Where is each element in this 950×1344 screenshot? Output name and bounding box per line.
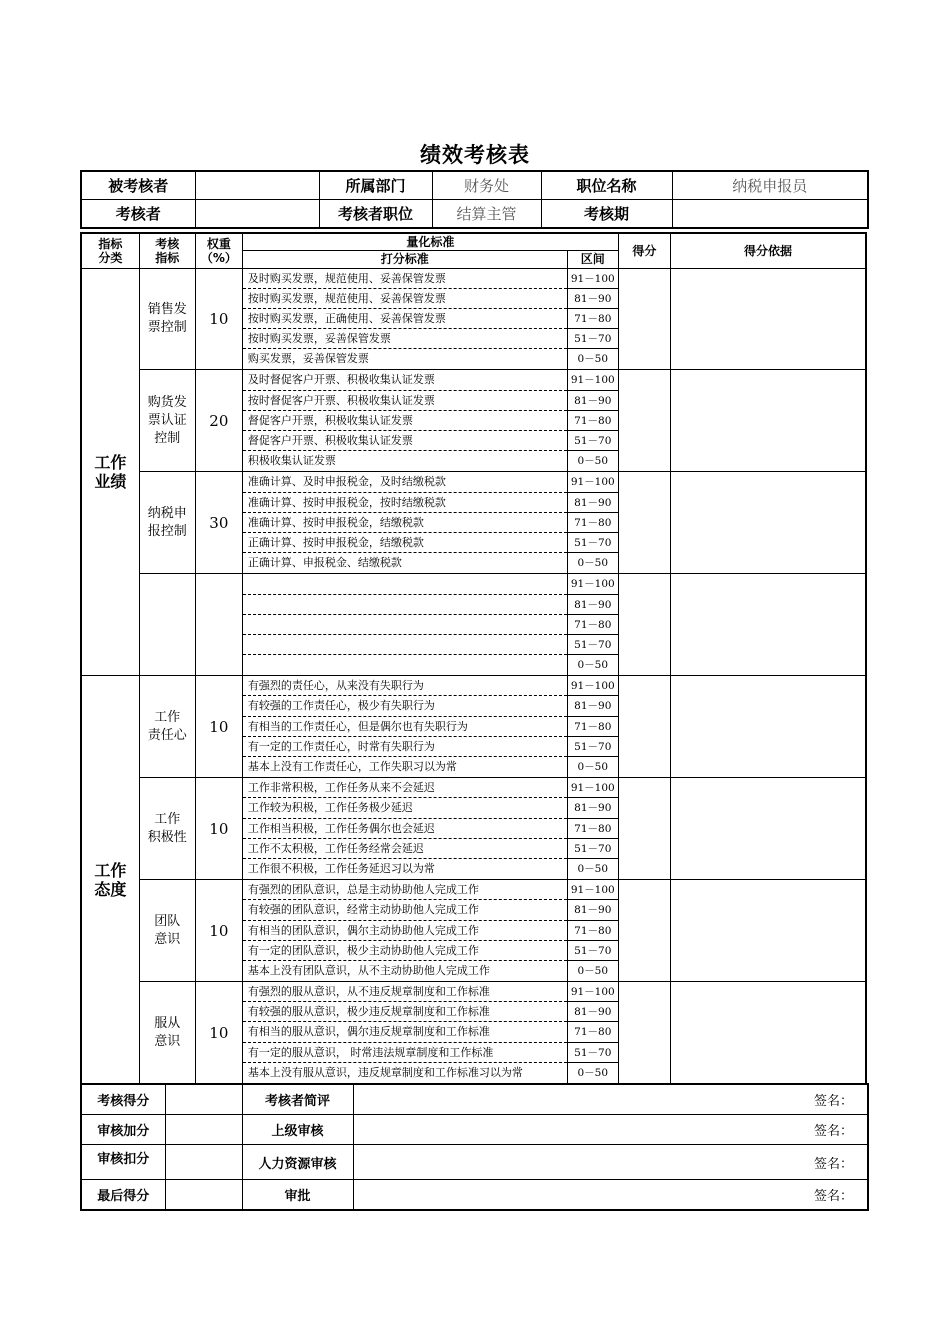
col-score: 得分	[618, 233, 670, 268]
col-range: 区间	[567, 250, 618, 268]
score-ranges	[567, 778, 618, 880]
standard-line: 有较强的工作责任心，极少有失职行为	[243, 696, 567, 716]
standard-line	[243, 615, 567, 635]
category-cell: 工作 态度	[81, 676, 139, 1084]
standard-line: 督促客户开票、积极收集认证发票	[243, 431, 567, 451]
range-line: 0－50	[577, 761, 609, 773]
standard-line: 工作很不积极，工作任务延迟习以为常	[247, 861, 435, 875]
examinee-value[interactable]	[195, 171, 319, 200]
category-cell: 工作 业绩	[81, 268, 139, 676]
signature-field[interactable]: 签名：	[353, 1115, 868, 1145]
range-line: 51－70	[568, 941, 618, 961]
final-score-value[interactable]	[165, 1180, 242, 1211]
standard-line: 工作较为积极，工作任务极少延迟	[243, 798, 567, 818]
position-label: 职位名称	[541, 171, 672, 200]
supervisor-review-label: 上级审核	[242, 1115, 353, 1145]
indicator-name: 工作 积极性	[139, 778, 195, 880]
basis-input[interactable]	[670, 676, 866, 778]
indicator-row	[81, 472, 866, 574]
scoring-standards	[242, 574, 567, 676]
score-ranges	[567, 472, 618, 574]
examiner-comment-label: 考核者简评	[242, 1084, 353, 1115]
indicator-name: 销售发 票控制	[139, 268, 195, 370]
score-input[interactable]	[618, 676, 670, 778]
indicator-row	[81, 982, 866, 1084]
score-input[interactable]	[618, 778, 670, 880]
footer-row	[81, 1145, 868, 1180]
range-line: 51－70	[568, 329, 618, 349]
department-value[interactable]: 财务处	[432, 171, 541, 200]
examiner-label: 考核者	[81, 200, 195, 229]
standard-line: 工作非常积极，工作任务从来不会延迟	[243, 778, 567, 798]
header-row	[81, 200, 868, 229]
indicator-row	[81, 370, 866, 472]
range-line: 51－70	[568, 533, 618, 553]
indicator-name: 团队 意识	[139, 880, 195, 982]
range-line: 51－70	[568, 635, 618, 655]
standard-line: 及时督促客户开票、积极收集认证发票	[243, 370, 567, 390]
standard-line	[243, 595, 567, 615]
range-line: 91－100	[568, 880, 618, 900]
weight-value	[195, 574, 242, 676]
range-line: 71－80	[568, 921, 618, 941]
col-weight: 权重 （%）	[195, 233, 242, 268]
range-line: 0－50	[577, 964, 609, 977]
range-line: 91－100	[568, 982, 618, 1002]
range-line: 91－100	[568, 370, 618, 390]
position-value[interactable]: 纳税申报员	[672, 171, 868, 200]
standard-line: 基本上没有工作责任心，工作失职习以为常	[247, 760, 457, 773]
weight-value: 10	[195, 880, 242, 982]
indicator-row	[81, 778, 866, 880]
page-title: 绩效考核表	[420, 143, 530, 167]
basis-input[interactable]	[670, 370, 866, 472]
range-line: 71－80	[568, 309, 618, 329]
indicator-row	[81, 676, 866, 778]
weight-value: 20	[195, 370, 242, 472]
footer-row	[81, 1180, 868, 1211]
range-line: 81－90	[568, 289, 618, 309]
scoring-standards	[242, 268, 567, 370]
basis-input[interactable]	[670, 472, 866, 574]
column-header-row	[81, 233, 866, 250]
range-line: 91－100	[568, 269, 618, 289]
range-line: 91－100	[568, 778, 618, 798]
range-line: 0－50	[577, 353, 609, 366]
standard-line: 有较强的团队意识，经常主动协助他人完成工作	[243, 900, 567, 920]
standard-line: 正确计算、申报税金、结缴税款	[247, 556, 402, 570]
range-line: 71－80	[568, 717, 618, 737]
range-line: 0－50	[577, 1066, 609, 1079]
indicator-name: 纳税申 报控制	[139, 472, 195, 574]
score-input[interactable]	[618, 982, 670, 1084]
standard-line: 有强烈的团队意识，总是主动协助他人完成工作	[243, 880, 567, 900]
scoring-standards	[242, 880, 567, 982]
range-line: 81－90	[568, 493, 618, 513]
standard-line: 有一定的团队意识，极少主动协助他人完成工作	[243, 941, 567, 961]
total-score-label: 考核得分	[81, 1084, 165, 1115]
scoring-standards	[242, 370, 567, 472]
indicator-name: 服从 意识	[139, 982, 195, 1084]
assessment-table	[80, 232, 867, 1085]
range-line: 91－100	[568, 574, 618, 594]
standard-line: 有强烈的服从意识，从不违反规章制度和工作标准	[243, 982, 567, 1002]
basis-input[interactable]	[670, 880, 866, 982]
range-line: 81－90	[568, 696, 618, 716]
score-ranges	[567, 268, 618, 370]
signature-field[interactable]: 签名：	[353, 1145, 868, 1180]
score-ranges	[567, 574, 618, 676]
scoring-standards	[242, 778, 567, 880]
standard-line: 购买发票，妥善保管发票	[247, 352, 369, 366]
range-line: 51－70	[568, 1043, 618, 1063]
department-label: 所属部门	[319, 171, 432, 200]
range-line: 71－80	[568, 615, 618, 635]
range-line: 0－50	[577, 862, 609, 875]
basis-input[interactable]	[670, 778, 866, 880]
weight-value: 30	[195, 472, 242, 574]
period-value[interactable]	[672, 200, 868, 229]
examinee-label: 被考核者	[81, 171, 195, 200]
standard-line	[243, 655, 567, 675]
range-line: 81－90	[568, 1002, 618, 1022]
range-line: 71－80	[568, 513, 618, 533]
approval-label: 审批	[242, 1180, 353, 1211]
score-input[interactable]	[618, 472, 670, 574]
standard-line: 有一定的服从意识， 时常违法规章制度和工作标准	[243, 1043, 567, 1063]
col-basis: 得分依据	[670, 233, 866, 268]
standard-line: 及时购买发票，规范使用、妥善保管发票	[243, 269, 567, 289]
deduction-label: 审核扣分	[81, 1145, 165, 1180]
basis-input[interactable]	[670, 982, 866, 1084]
standard-line: 按时购买发票，规范使用、妥善保管发票	[243, 289, 567, 309]
weight-value: 10	[195, 676, 242, 778]
scoring-standards	[242, 472, 567, 574]
range-line: 81－90	[568, 900, 618, 920]
range-line: 71－80	[568, 819, 618, 839]
header-row	[81, 171, 868, 200]
weight-value: 10	[195, 982, 242, 1084]
indicator-name: 工作 责任心	[139, 676, 195, 778]
hr-review-label: 人力资源审核	[242, 1145, 353, 1180]
range-line: 0－50	[577, 557, 609, 570]
footer-table	[80, 1083, 869, 1211]
score-ranges	[567, 982, 618, 1084]
standard-line: 按时购买发票，妥善保管发票	[243, 329, 567, 349]
score-ranges	[567, 880, 618, 982]
range-line: 91－100	[568, 472, 618, 492]
standard-line: 工作相当积极，工作任务偶尔也会延迟	[243, 819, 567, 839]
period-label: 考核期	[541, 200, 672, 229]
footer-row	[81, 1084, 868, 1115]
basis-input[interactable]	[670, 574, 866, 676]
footer-row	[81, 1115, 868, 1145]
standard-line: 准确计算、按时申报税金，结缴税款	[243, 513, 567, 533]
col-scoring: 打分标准	[242, 250, 567, 268]
standard-line: 积极收集认证发票	[247, 454, 336, 468]
standard-line: 有较强的服从意识，极少违反规章制度和工作标准	[243, 1002, 567, 1022]
standard-line: 督促客户开票，积极收集认证发票	[243, 411, 567, 431]
weight-value: 10	[195, 268, 242, 370]
score-ranges	[567, 370, 618, 472]
indicator-row	[81, 880, 866, 982]
standard-line: 有相当的工作责任心，但是偶尔也有失职行为	[243, 717, 567, 737]
header-table	[80, 170, 869, 229]
range-line: 51－70	[568, 737, 618, 757]
signature-field[interactable]: 签名：	[353, 1180, 868, 1211]
range-line: 91－100	[568, 676, 618, 696]
standard-line: 基本上没有团队意识，从不主动协助他人完成工作	[247, 963, 490, 977]
standard-line: 有强烈的责任心，从来没有失职行为	[243, 676, 567, 696]
standard-line: 有相当的服从意识，偶尔违反规章制度和工作标准	[243, 1022, 567, 1042]
score-input[interactable]	[618, 880, 670, 982]
range-line: 81－90	[568, 391, 618, 411]
final-score-label: 最后得分	[81, 1180, 165, 1211]
range-line: 0－50	[577, 455, 609, 468]
bonus-points-label: 审核加分	[81, 1115, 165, 1145]
examiner-value[interactable]	[195, 200, 319, 229]
scoring-standards	[242, 676, 567, 778]
examiner-position-label: 考核者职位	[319, 200, 432, 229]
standard-line: 有一定的工作责任心，时常有失职行为	[243, 737, 567, 757]
standard-line	[243, 574, 567, 594]
indicator-name: 购货发 票认证 控制	[139, 370, 195, 472]
score-input[interactable]	[618, 370, 670, 472]
score-input[interactable]	[618, 268, 670, 370]
standard-line: 正确计算、按时申报税金，结缴税款	[243, 533, 567, 553]
range-line: 0－50	[577, 659, 609, 672]
range-line: 71－80	[568, 1022, 618, 1042]
total-score-value[interactable]	[165, 1084, 242, 1115]
score-ranges	[567, 676, 618, 778]
deduction-value[interactable]	[165, 1145, 242, 1180]
basis-input[interactable]	[670, 268, 866, 370]
standard-line: 准确计算、及时申报税金，及时结缴税款	[243, 472, 567, 492]
col-category: 指标 分类	[81, 233, 139, 268]
standard-line	[243, 635, 567, 655]
range-line: 51－70	[568, 839, 618, 859]
standard-line: 准确计算、按时申报税金，按时结缴税款	[243, 493, 567, 513]
weight-value: 10	[195, 778, 242, 880]
indicator-name	[139, 574, 195, 676]
standard-line: 基本上没有服从意识，违反规章制度和工作标准习以为常	[247, 1065, 523, 1079]
standard-line: 按时督促客户开票、积极收集认证发票	[243, 391, 567, 411]
indicator-row	[81, 268, 866, 370]
range-line: 81－90	[568, 595, 618, 615]
signature-field[interactable]: 签名：	[353, 1084, 868, 1115]
scoring-standards	[242, 982, 567, 1084]
bonus-points-value[interactable]	[165, 1115, 242, 1145]
standard-line: 按时购买发票，正确使用、妥善保管发票	[243, 309, 567, 329]
range-line: 81－90	[568, 798, 618, 818]
indicator-row	[81, 574, 866, 676]
score-input[interactable]	[618, 574, 670, 676]
col-indicator: 考核 指标	[139, 233, 195, 268]
col-quant: 量化标准	[242, 233, 618, 250]
standard-line: 工作不太积极，工作任务经常会延迟	[243, 839, 567, 859]
examiner-position-value[interactable]: 结算主管	[432, 200, 541, 229]
range-line: 51－70	[568, 431, 618, 451]
standard-line: 有相当的团队意识，偶尔主动协助他人完成工作	[243, 921, 567, 941]
range-line: 71－80	[568, 411, 618, 431]
